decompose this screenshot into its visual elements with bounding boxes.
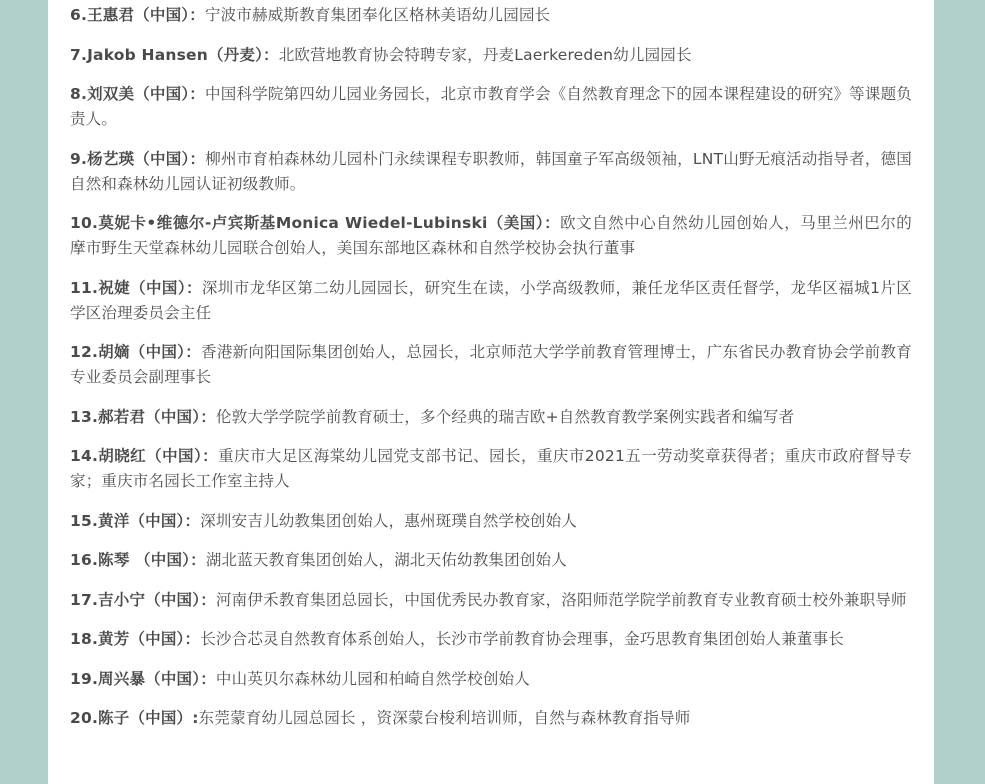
list-item xyxy=(70,706,912,731)
speaker-list xyxy=(70,3,912,746)
speaker-name: 11.祝婕（中国）： xyxy=(70,278,202,297)
speaker-description: 深圳安吉儿幼教集团创始人，惠州斑璞自然学校创始人 xyxy=(200,511,578,530)
speaker-name: 7.Jakob Hansen（丹麦）： xyxy=(70,45,279,64)
speaker-name: 15.黄洋（中国）： xyxy=(70,511,201,530)
list-item xyxy=(70,509,912,534)
list-item xyxy=(70,340,912,390)
speaker-description: 伦敦大学学院学前教育硕士，多个经典的瑞吉欧+自然教育教学案例实践者和编写者 xyxy=(215,407,795,426)
speaker-description: 中国科学院第四幼儿园业务园长，北京市教育学会《自然教育理念下的园本课程建设的研究》等课题负责人。 xyxy=(70,85,912,128)
speaker-name: 8.刘双美（中国）： xyxy=(70,85,206,103)
speaker-name: 9.杨艺瑛（中国）： xyxy=(70,149,206,168)
list-item xyxy=(70,82,912,132)
list-item xyxy=(70,276,912,326)
speaker-description: 北欧营地教育协会特聘专家，丹麦Laerkereden幼儿园园长 xyxy=(278,45,692,64)
list-item xyxy=(70,405,912,430)
list-item xyxy=(70,43,912,68)
list-item xyxy=(70,627,912,652)
speaker-name: 19.周兴暴（中国）： xyxy=(70,669,216,688)
list-item xyxy=(70,667,912,692)
speaker-name: 6.王惠君（中国）： xyxy=(70,6,205,24)
speaker-name: 18.黄芳（中国）： xyxy=(70,630,201,648)
speaker-name: 13.郝若君（中国）： xyxy=(70,407,216,426)
list-item xyxy=(70,211,912,261)
list-item xyxy=(70,444,912,494)
speaker-name: 20.陈子（中国）: xyxy=(70,709,199,727)
speaker-description: 欧文自然中心自然幼儿园创始人，马里兰州巴尔的摩市野生天堂森林幼儿园联合创始人，美国东部地区森林和自然学校协会执行董事 xyxy=(70,214,912,257)
list-item xyxy=(70,588,912,613)
speaker-name: 16.陈琴 （中国）： xyxy=(70,551,206,569)
speaker-name: 12.胡嫡（中国）： xyxy=(70,343,202,361)
speaker-description: 重庆市大足区海棠幼儿园党支部书记、园长，重庆市2021五一劳动奖章获得者；重庆市政府督导专家；重庆市名园长工作室主持人 xyxy=(70,447,912,490)
speaker-description: 深圳市龙华区第二幼儿园园长，研究生在读，小学高级教师，兼任龙华区责任督学，龙华区福城1片区学区治理委员会主任 xyxy=(70,278,912,322)
speaker-name: 14.胡晓红（中国）： xyxy=(70,447,219,465)
speaker-name: 17.吉小宁（中国）： xyxy=(70,590,216,609)
speaker-description: 柳州市育柏森林幼儿园朴门永续课程专职教师，韩国童子军高级领袖，LNT山野无痕活动指导者，德国自然和森林幼儿园认证初级教师。 xyxy=(70,149,912,193)
speaker-name: 10.莫妮卡•维德尔-卢宾斯基Monica Wiedel-Lubinski（美国）： xyxy=(70,214,561,232)
speaker-description: 宁波市赫威斯教育集团奉化区格林美语幼儿园园长 xyxy=(204,6,551,24)
list-item xyxy=(70,548,912,573)
speaker-description: 长沙合芯灵自然教育体系创始人，长沙市学前教育协会理事，金巧思教育集团创始人兼董事长 xyxy=(200,630,844,648)
article-page xyxy=(48,0,934,784)
speaker-description: 湖北蓝天教育集团创始人，湖北天佑幼教集团创始人 xyxy=(205,551,567,569)
speaker-description: 东莞蒙育幼儿园总园长 ，资深蒙台梭利培训师，自然与森林教育指导师 xyxy=(198,709,691,727)
speaker-description: 香港新向阳国际集团创始人，总园长，北京师范大学学前教育管理博士，广东省民办教育协会学前教育专业委员会副理事长 xyxy=(70,343,912,386)
list-item xyxy=(70,3,912,28)
speaker-description: 中山英贝尔森林幼儿园和柏崎自然学校创始人 xyxy=(215,669,530,688)
speaker-description: 河南伊禾教育集团总园长，中国优秀民办教育家，洛阳师范学院学前教育专业教育硕士校外兼职导师 xyxy=(215,590,907,609)
list-item xyxy=(70,147,912,197)
